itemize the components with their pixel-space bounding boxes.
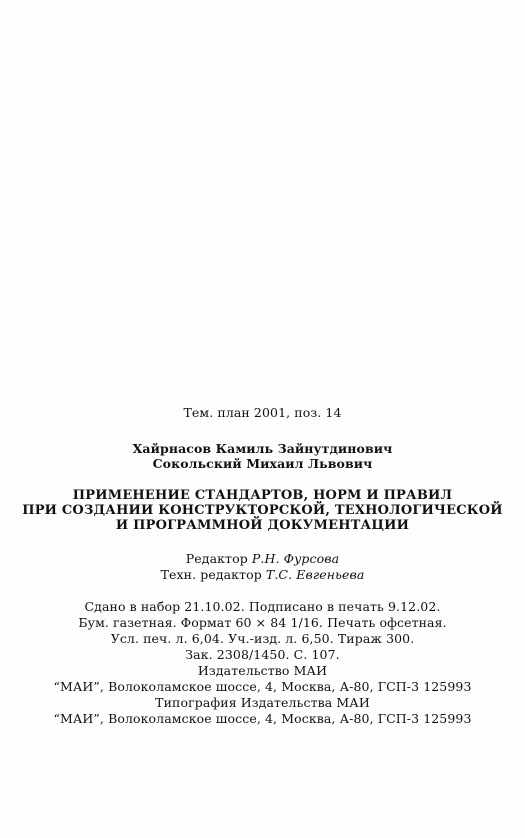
- editor-name: Р.Н. Фурсова: [251, 551, 340, 566]
- imprint-line: Усл. печ. л. 6,04. Уч.-изд. л. 6,50. Тираж 300.: [110, 631, 415, 646]
- editor-label: Редактор: [185, 551, 248, 566]
- publisher-address: “МАИ”, Волоколамское шоссе, 4, Москва, А-80, ГСП-3 125993: [53, 679, 472, 694]
- book-title-line: ПРИМЕНЕНИЕ СТАНДАРТОВ, НОРМ И ПРАВИЛ: [72, 488, 453, 503]
- editor-line: [0, 551, 525, 566]
- publisher-name: Издательство МАИ: [197, 663, 328, 678]
- author-name: Хайрнасов Камиль Зайнутдинович: [132, 441, 393, 456]
- imprint-line: Сдано в набор 21.10.02. Подписано в печать 9.12.02.: [84, 599, 441, 614]
- imprint-line: Бум. газетная. Формат 60 × 84 1/16. Печать офсетная.: [78, 615, 447, 630]
- thematic-plan-line: Тем. план 2001, поз. 14: [183, 405, 342, 420]
- book-title-line: И ПРОГРАММНОЙ ДОКУМЕНТАЦИИ: [115, 518, 410, 533]
- tech-editor-line: [0, 567, 525, 582]
- book-title-line: ПРИ СОЗДАНИИ КОНСТРУКТОРСКОЙ, ТЕХНОЛОГИЧЕСКОЙ: [22, 503, 503, 518]
- imprint-line: Зак. 2308/1450. С. 107.: [185, 647, 340, 662]
- printer-address: “МАИ”, Волоколамское шоссе, 4, Москва, А-80, ГСП-3 125993: [53, 711, 472, 726]
- tech-editor-label: Техн. редактор: [160, 567, 262, 582]
- author-name: Сокольский Михаил Львович: [152, 456, 373, 471]
- printer-name: Типография Издательства МАИ: [155, 695, 370, 710]
- tech-editor-name: Т.С. Евгеньева: [265, 567, 365, 582]
